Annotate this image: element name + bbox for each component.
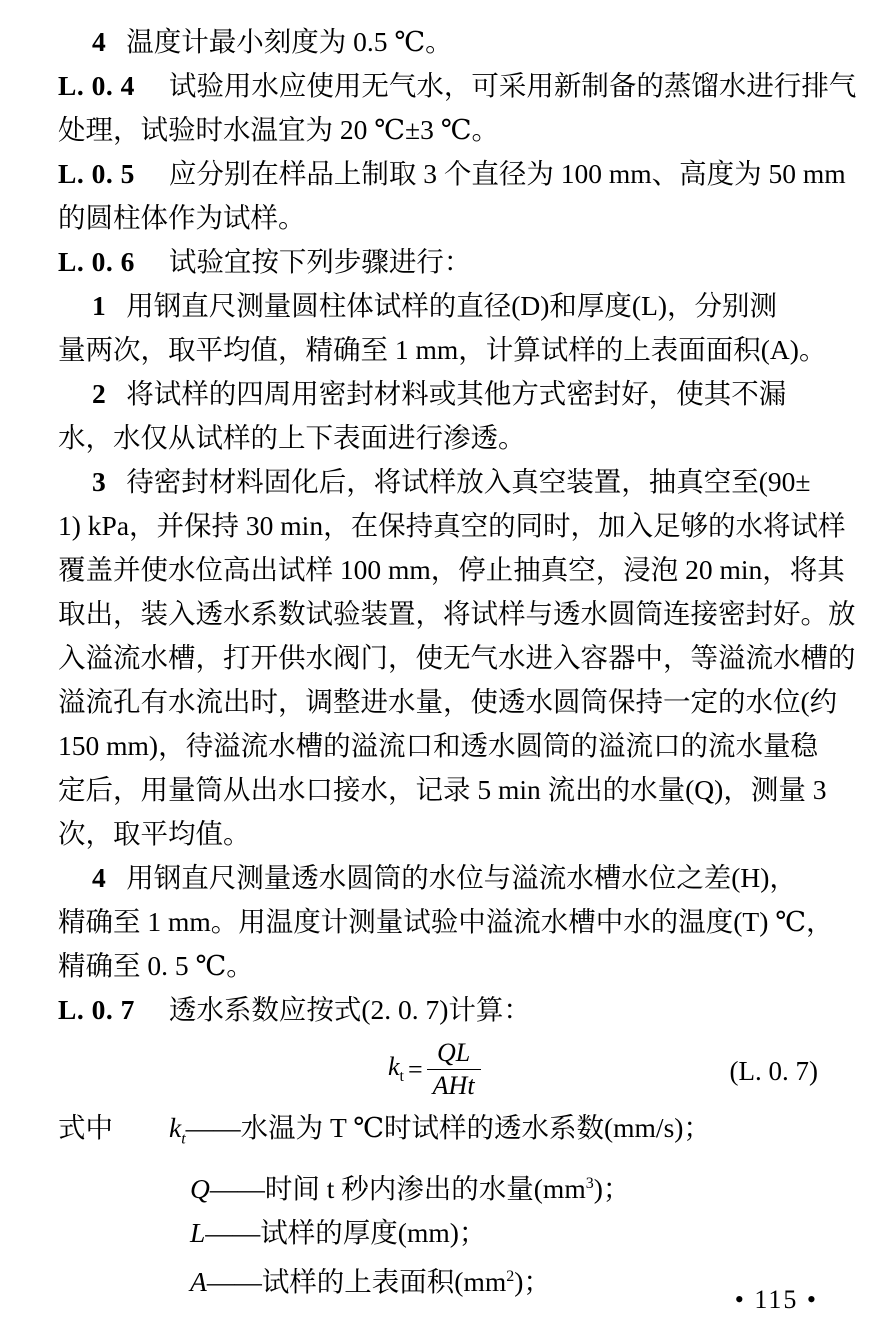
definition-tail: )；: [514, 1265, 551, 1297]
clause-text: 1) kPa，并保持 30 min，在保持真空的同时，加入足够的水将试样: [58, 510, 846, 541]
page-content: [58, 20, 857, 1304]
formula-block: [58, 1038, 818, 1104]
clause-line: [58, 504, 846, 548]
definition-symbol: Q: [190, 1172, 210, 1204]
clause-line: [58, 768, 827, 812]
item-marker: 4: [92, 26, 107, 57]
definition-text: 试样的厚度(mm)；: [260, 1216, 487, 1248]
item-text: 待密封材料固化后，将试样放入真空装置，抽真空至(90±: [126, 466, 811, 497]
clause-line: [58, 152, 846, 196]
clause-text: 覆盖并使水位高出试样 100 mm，停止抽真空，浸泡 20 min，将其: [58, 554, 845, 585]
clause-line: [58, 636, 856, 680]
clause-text: 应分别在样品上制取 3 个直径为 100 mm、高度为 50 mm: [168, 158, 846, 189]
list-item: [58, 372, 818, 416]
clause-text: 入溢流水槽，打开供水阀门，使无气水进入容器中，等溢流水槽的: [58, 642, 856, 673]
formula-lhs: $k_t$: [388, 1052, 404, 1086]
definition-exponent: 2: [506, 1267, 515, 1285]
definition-symbol: $k_t$: [169, 1112, 186, 1148]
definition-row: [58, 1162, 818, 1211]
clause-text: 150 mm)，待溢流水槽的溢流口和透水圆筒的溢流口的流水量稳: [58, 730, 819, 761]
formula-equals: =: [408, 1054, 423, 1084]
list-item: [58, 460, 818, 504]
formula-number: (L. 0. 7): [729, 1056, 818, 1086]
definition-dash: ——: [185, 1112, 241, 1143]
definition-symbol: L: [190, 1216, 206, 1248]
clause-line: [58, 988, 818, 1032]
definition-symbol: A: [190, 1265, 207, 1297]
definition-exponent: 3: [585, 1174, 594, 1192]
clause-line: [58, 680, 838, 724]
clause-line: [58, 548, 845, 592]
clause-line: [58, 592, 856, 636]
clause-number: L. 0. 7: [58, 994, 135, 1025]
clause-text: 定后，用量筒从出水口接水，记录 5 min 流出的水量(Q)，测量 3: [58, 774, 827, 805]
list-item: [58, 284, 818, 328]
definition-dash: ——: [206, 1265, 262, 1297]
clause-line: [58, 812, 818, 856]
item-text: 用钢直尺测量透水圆筒的水位与溢流水槽水位之差(H)，: [126, 862, 797, 893]
clause-text: 试验用水应使用无气水，可采用新制备的蒸馏水进行排气: [168, 70, 857, 101]
definition-tail: )；: [593, 1172, 631, 1204]
clause-text: 透水系数应按式(2. 0. 7)计算：: [168, 994, 531, 1025]
clause-line: [58, 196, 818, 240]
definition-lead: 式中: [58, 1112, 113, 1143]
item-marker: 1: [92, 290, 107, 321]
clause-text: 精确至 0. 5 ℃。: [58, 950, 254, 981]
clause-text: 的圆柱体作为试样。: [58, 202, 306, 233]
clause-number: L. 0. 6: [58, 246, 135, 277]
clause-number: L. 0. 4: [58, 70, 135, 101]
clause-line: [58, 64, 857, 108]
definition-row: [58, 1106, 818, 1162]
clause-text: 试验宜按下列步骤进行：: [168, 246, 472, 277]
list-item: [58, 20, 818, 64]
definition-text: 时间 t 秒内渗出的水量(mm: [264, 1172, 586, 1204]
page-number: • 115 •: [734, 1285, 818, 1314]
clause-text: 次，取平均值。: [58, 818, 251, 849]
clause-line: [58, 328, 827, 372]
item-text: 温度计最小刻度为 0.5 ℃。: [126, 26, 453, 57]
clause-text: 量两次，取平均值，精确至 1 mm，计算试样的上表面面积(A)。: [58, 334, 827, 365]
formula-denominator: AHt: [427, 1069, 481, 1101]
clause-line: [58, 108, 818, 152]
definition-text: 水温为 T ℃时试样的透水系数(mm/s)；: [240, 1112, 711, 1143]
definition-text: 试样的上表面积(mm: [261, 1265, 507, 1297]
definition-row: [58, 1211, 818, 1255]
item-text: 用钢直尺测量圆柱体试样的直径(D)和厚度(L)，分别测: [126, 290, 778, 321]
clause-line: [58, 240, 818, 284]
definition-dash: ——: [205, 1216, 261, 1248]
clause-number: L. 0. 5: [58, 158, 135, 189]
clause-text: 取出，装入透水系数试验装置，将试样与透水圆筒连接密封好。放: [58, 598, 856, 629]
clause-text: 溢流孔有水流出时，调整进水量，使透水圆筒保持一定的水位(约: [58, 686, 838, 717]
clause-text: 水，水仅从试样的上下表面进行渗透。: [58, 422, 526, 453]
clause-line: [58, 944, 818, 988]
permeability-formula: [388, 1038, 481, 1101]
definition-dash: ——: [209, 1172, 265, 1204]
clause-line: [58, 724, 818, 768]
clause-line: [58, 900, 834, 944]
item-marker: 2: [92, 378, 107, 409]
formula-fraction: [427, 1038, 481, 1101]
item-marker: 3: [92, 466, 107, 497]
item-text: 将试样的四周用密封材料或其他方式密封好，使其不漏: [126, 378, 787, 409]
formula-numerator: QL: [436, 1038, 471, 1067]
definition-row: [58, 1255, 818, 1304]
clause-line: [58, 416, 818, 460]
item-marker: 4: [92, 862, 107, 893]
clause-text: 精确至 1 mm。用温度计测量试验中溢流水槽中水的温度(T) ℃，: [58, 906, 834, 937]
list-item: [58, 856, 818, 900]
clause-text: 处理，试验时水温宜为 20 ℃±3 ℃。: [58, 114, 499, 145]
